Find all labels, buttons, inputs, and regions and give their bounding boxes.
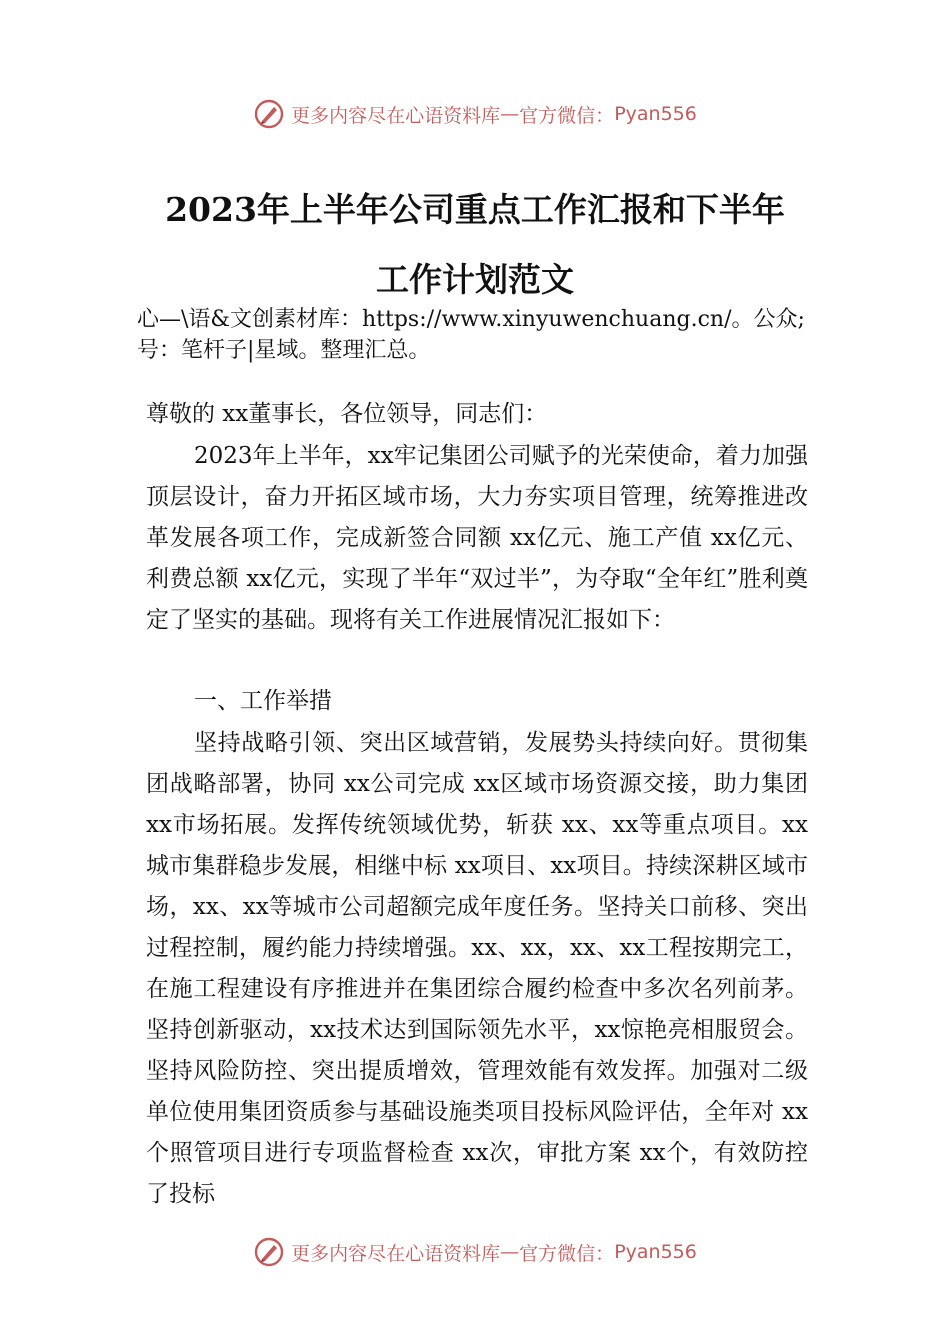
- document-title-line-2: 工作计划范文: [376, 260, 574, 299]
- footer-banner: [0, 1232, 950, 1272]
- banner-wechat-label: 官方微信：: [519, 1242, 615, 1265]
- banner-text: 更多内容尽在心语资料库: [291, 1242, 501, 1265]
- paragraph-work-measures: 坚持战略引领、突出区域营销，发展势头持续向好。贯彻集团战略部署，协同 xx公司完成 xx区域市场资源交接，助力集团 xx市场拓展。发挥传统领域优势，斩获 xx、xx等重点项目。xx城市集群稳步发展，相继中标 xx项目、xx项目。持续深耕区域市场，xx、xx等城市公司超额完成年度任务。坚持关口前移、突出过程控制，履约能力持续增强。xx、xx，xx、xx工程按期完工，在施工程建设有序推进并在集团综合履约检查中多次名列前茅。坚持创新驱动，xx技术达到国际领先水平，xx惊艳亮相服贸会。坚持风险防控、突出提质增效，管理效能有效发挥。加强对二级单位使用集团资质参与基础设施类项目投标风险评估，全年对 xx个照管项目进行专项监督检查 xx次，审批方案 xx个，有效防控了投标: [146, 730, 808, 1207]
- pen-logo-icon: [253, 1236, 285, 1268]
- banner-wechat-id: Pyan556: [614, 1241, 697, 1263]
- section-heading: 一、工作举措: [194, 688, 332, 714]
- greeting: 尊敬的 xx董事长，各位领导，同志们：: [146, 401, 548, 427]
- banner-wechat-label: 官方微信：: [519, 104, 615, 127]
- source-note: 心—\语&文创素材库：https://www.xinyuwenchuang.cn/。公众;号：笔杆子|星域。整理汇总。: [137, 307, 805, 363]
- header-banner: [0, 94, 950, 134]
- pen-logo-icon: [253, 98, 285, 130]
- banner-separator: —: [500, 1241, 520, 1263]
- banner-wechat-id: Pyan556: [614, 103, 697, 125]
- banner-separator: —: [500, 103, 520, 125]
- banner-text: 更多内容尽在心语资料库: [291, 104, 501, 127]
- paragraph-intro: 2023年上半年，xx牢记集团公司赋予的光荣使命，着力加强顶层设计，奋力开拓区域市场，大力夯实项目管理，统筹推进改革发展各项工作，完成新签合同额 xx亿元、施工产值 xx亿元、利费总额 xx亿元，实现了半年“双过半”，为夺取“全年红”胜利奠定了坚实的基础。现将有关工作进展情况汇报如下：: [146, 443, 808, 633]
- document-title-line-1: 2023年上半年公司重点工作汇报和下半年: [165, 190, 785, 229]
